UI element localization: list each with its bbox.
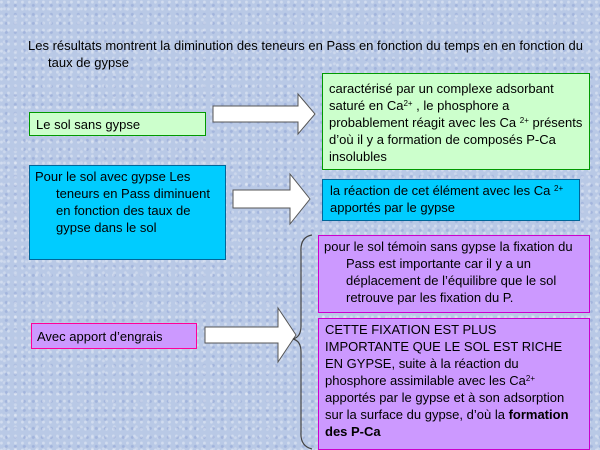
box-sol-sans-gypse [29, 112, 206, 136]
text-span: apportés par le gypse et à son adsorption sur la surface du gypse, d’où la [325, 390, 565, 422]
superscript: 2+ [519, 116, 529, 125]
superscript: 2+ [403, 99, 413, 108]
arrow-right-icon [205, 308, 296, 362]
box-label: Avec apport d’engrais [37, 329, 163, 344]
text-span: , le phosphore a probablement réagit avec les Ca [329, 98, 520, 130]
box-apport-engrais [31, 323, 197, 349]
box-complexe-adsorbant [322, 73, 590, 170]
box-sol-temoin [318, 235, 590, 313]
box-label: Le sol sans gypse [36, 117, 141, 132]
intro-text: Les résultats montrent la diminution des teneurs en Pass en fonction du temps en en fonction du taux de gypse [28, 38, 584, 70]
text-span: caractérisé par un complexe adsorbant saturé en Ca [329, 81, 554, 113]
bold-text: formation des P-Ca [325, 407, 569, 439]
box-fixation-gypse [318, 318, 590, 450]
box-reaction-ca [322, 179, 580, 221]
text-span: apportés par le gypse [330, 200, 456, 215]
curly-brace [293, 235, 312, 449]
text-span: CETTE FIXATION EST PLUS IMPORTANTE QUE LE SOL EST RICHE EN GYPSE, suite à la réaction du phosphore assimilable avec les Ca [325, 322, 563, 388]
arrow-right-icon [213, 94, 315, 134]
box-label: Pour le sol avec gypse Les teneurs en Pass diminuent en fonction des taux de gypse dans le sol [35, 169, 210, 235]
superscript: 2+ [525, 374, 536, 383]
box-sol-avec-gypse [29, 165, 226, 260]
box-label: pour le sol témoin sans gypse la fixation du Pass est importante car il y a un déplacement de l’équilibre que le sol retrouve par les fixation du P. [324, 239, 573, 305]
text-span: la réaction de cet élément avec les Ca [330, 183, 555, 198]
text-span: présents d’où il y a formation de composés P-Ca insolubles [329, 115, 583, 164]
superscript: 2+ [554, 184, 564, 193]
arrow-right-icon [233, 174, 310, 224]
